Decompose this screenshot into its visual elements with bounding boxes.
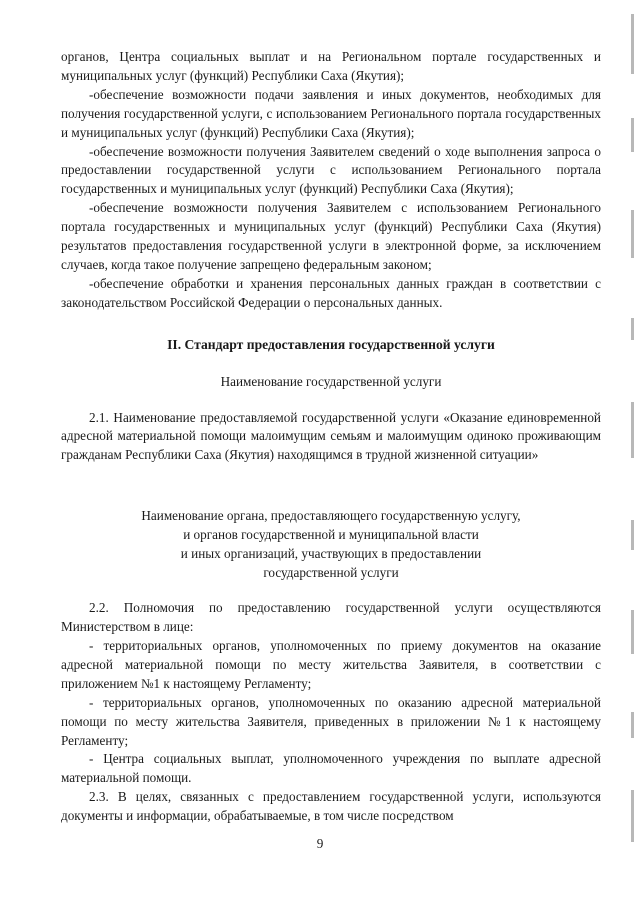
list-item-territorial-assistance: - территориальных органов, уполномоченных по оказанию адресной материальной помощи по месту жительства Заявителя, приведенных в приложении №1 к настоящему Регламенту;	[61, 694, 601, 748]
paragraph-2-1: 2.1. Наименование предоставляемой государственной услуги «Оказание единовременной адресной материальной помощи малоимущим семьям и малоимущим одиноко проживающим гражданам Республики Саха (Якутия) находящимся в трудной жизненной ситуации»	[61, 409, 601, 463]
section-title: II. Стандарт предоставления государственной услуги	[167, 336, 495, 352]
paragraph-2-3: 2.3. В целях, связанных с предоставлением государственной услуги, используются документы и информации, обрабатываемые, в том числе посредством	[61, 789, 601, 824]
subheading-organs-line: и органов государственной и муниципальной власти	[183, 527, 479, 543]
subheading-organs	[61, 506, 601, 582]
list-item-territorial-intake: - территориальных органов, уполномоченных по приему документов на оказание адресной материальной помощи по месту жительства Заявителя, в соответствии с приложением №1 к настоящему Регламенту;	[61, 638, 601, 691]
subheading-organs-line: Наименование органа, предоставляющего государственную услугу,	[141, 508, 521, 524]
paragraph-2-2: 2.2. Полномочия по предоставлению государственной услуги осуществляются Министерством в лице:	[61, 600, 601, 635]
list-item-payment-center: - Центра социальных выплат, уполномоченного учреждения по выплате адресной материальной помощи.	[61, 751, 601, 786]
paragraph-bullet-application: -обеспечение возможности подачи заявления и иных документов, необходимых для получения государственной услуги, с использованием Регионального портала государственных и муниципальных услуг (функций) Республики Саха (Якутия);	[61, 86, 601, 140]
subheading-service-name: Наименование государственной услуги	[220, 373, 442, 389]
paragraph-continuation: органов, Центра социальных выплат и на Региональном портале государственных и муниципальных услуг (функций) Республики Саха (Якутия);	[61, 49, 601, 83]
paragraph-bullet-status: -обеспечение возможности получения Заявителем сведений о ходе выполнения запроса о предоставлении государственной услуги с использованием Регионального портала государственных и муниципальных услуг (функций) Республики Саха (Якутия);	[61, 143, 601, 197]
page-number: 9	[316, 836, 324, 851]
paragraph-bullet-personal-data: -обеспечение обработки и хранения персональных данных граждан в соответствии с законодательством Российской Федерации о персональных данных.	[61, 275, 601, 310]
paragraph-bullet-result: -обеспечение возможности получения Заявителем с использованием Регионального портала государственных и муниципальных услуг (функций) Республики Саха (Якутия) результатов предоставления государственной услуги в электронной форме, за исключением случаев, когда такое получение запрещено федеральным законом;	[61, 200, 601, 272]
document-body	[61, 48, 601, 826]
scan-edge-artifact	[629, 0, 637, 905]
subheading-organs-line: государственной услуги	[263, 565, 399, 581]
subheading-organs-line: и иных организаций, участвующих в предоставлении	[180, 546, 482, 562]
